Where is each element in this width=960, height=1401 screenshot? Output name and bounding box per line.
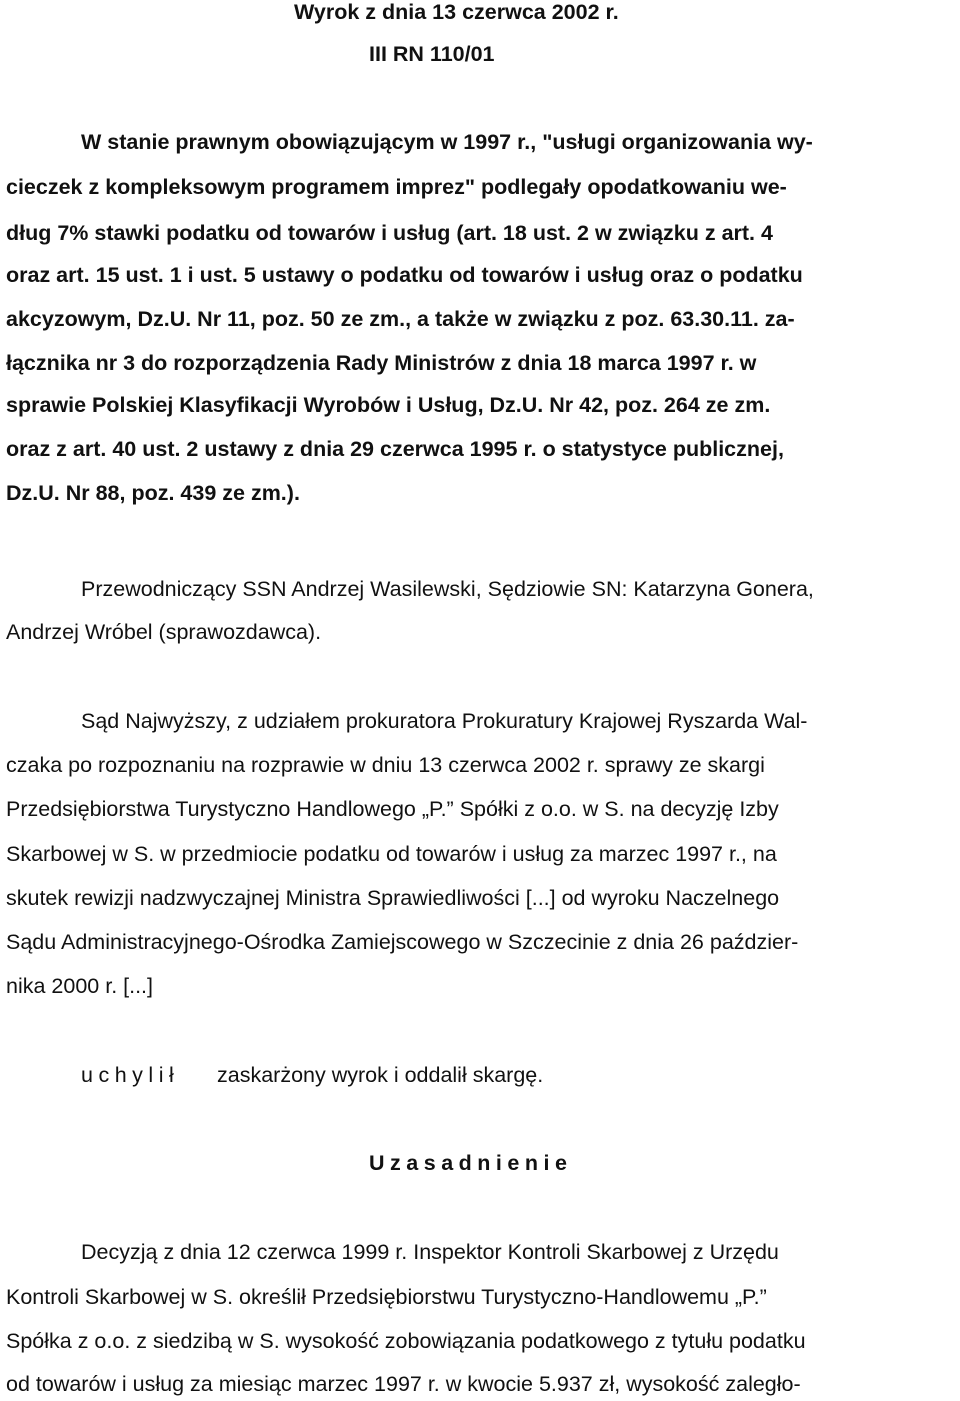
thesis-line: akcyzowym, Dz.U. Nr 11, poz. 50 ze zm., a także w związku z poz. 63.30.11. za- [6,307,795,331]
thesis-line: Dz.U. Nr 88, poz. 439 ze zm.). [6,481,300,505]
bench-line: Andrzej Wróbel (sprawozdawca). [6,620,322,644]
thesis-line: oraz z art. 40 ust. 2 ustawy z dnia 29 czerwca 1995 r. o statystyce publicznej, [6,437,784,461]
ruling-text: zaskarżony wyrok i oddalił skargę. [217,1063,544,1087]
proceedings-line: Sądu Administracyjnego-Ośrodka Zamiejscowego w Szczecinie z dnia 26 paździer- [6,930,799,954]
justification-heading: Uzasadnienie [369,1151,573,1175]
thesis-line: łącznika nr 3 do rozporządzenia Rady Ministrów z dnia 18 marca 1997 r. w [6,351,757,375]
judgment-date-title: Wyrok z dnia 13 czerwca 2002 r. [294,0,619,24]
thesis-line: W stanie prawnym obowiązującym w 1997 r., "usługi organizowania wy- [81,130,813,154]
justification-line: Decyzją z dnia 12 czerwca 1999 r. Inspektor Kontroli Skarbowej z Urzędu [81,1240,779,1264]
ruling-verb: uchylił [81,1063,180,1087]
thesis-line: cieczek z kompleksowym programem imprez" podlegały opodatkowaniu we- [6,175,787,199]
proceedings-line: czaka po rozpoznaniu na rozprawie w dniu 13 czerwca 2002 r. sprawy ze skargi [6,753,765,777]
case-signature: III RN 110/01 [369,42,495,66]
proceedings-line: Sąd Najwyższy, z udziałem prokuratora Prokuratury Krajowej Ryszarda Wal- [81,709,808,733]
justification-line: Kontroli Skarbowej w S. określił Przedsiębiorstwu Turystyczno-Handlowemu „P.” [6,1285,767,1309]
justification-line: od towarów i usług za miesiąc marzec 1997 r. w kwocie 5.937 zł, wysokość zaległo- [6,1372,801,1396]
proceedings-line: Przedsiębiorstwa Turystyczno Handlowego „P.” Spółki z o.o. w S. na decyzję Izby [6,797,779,821]
justification-line: Spółka z o.o. z siedzibą w S. wysokość zobowiązania podatkowego z tytułu podatku [6,1329,806,1353]
thesis-line: sprawie Polskiej Klasyfikacji Wyrobów i Usług, Dz.U. Nr 42, poz. 264 ze zm. [6,393,771,417]
proceedings-line: Skarbowej w S. w przedmiocie podatku od towarów i usług za marzec 1997 r., na [6,842,777,866]
proceedings-line: skutek rewizji nadzwyczajnej Ministra Sprawiedliwości [...] od wyroku Naczelnego [6,886,780,910]
bench-line: Przewodniczący SSN Andrzej Wasilewski, Sędziowie SN: Katarzyna Gonera, [81,577,814,601]
proceedings-line: nika 2000 r. [...] [6,974,154,998]
thesis-line: oraz art. 15 ust. 1 i ust. 5 ustawy o podatku od towarów i usług oraz o podatku [6,263,803,287]
thesis-line: dług 7% stawki podatku od towarów i usług (art. 18 ust. 2 w związku z art. 4 [6,221,773,245]
